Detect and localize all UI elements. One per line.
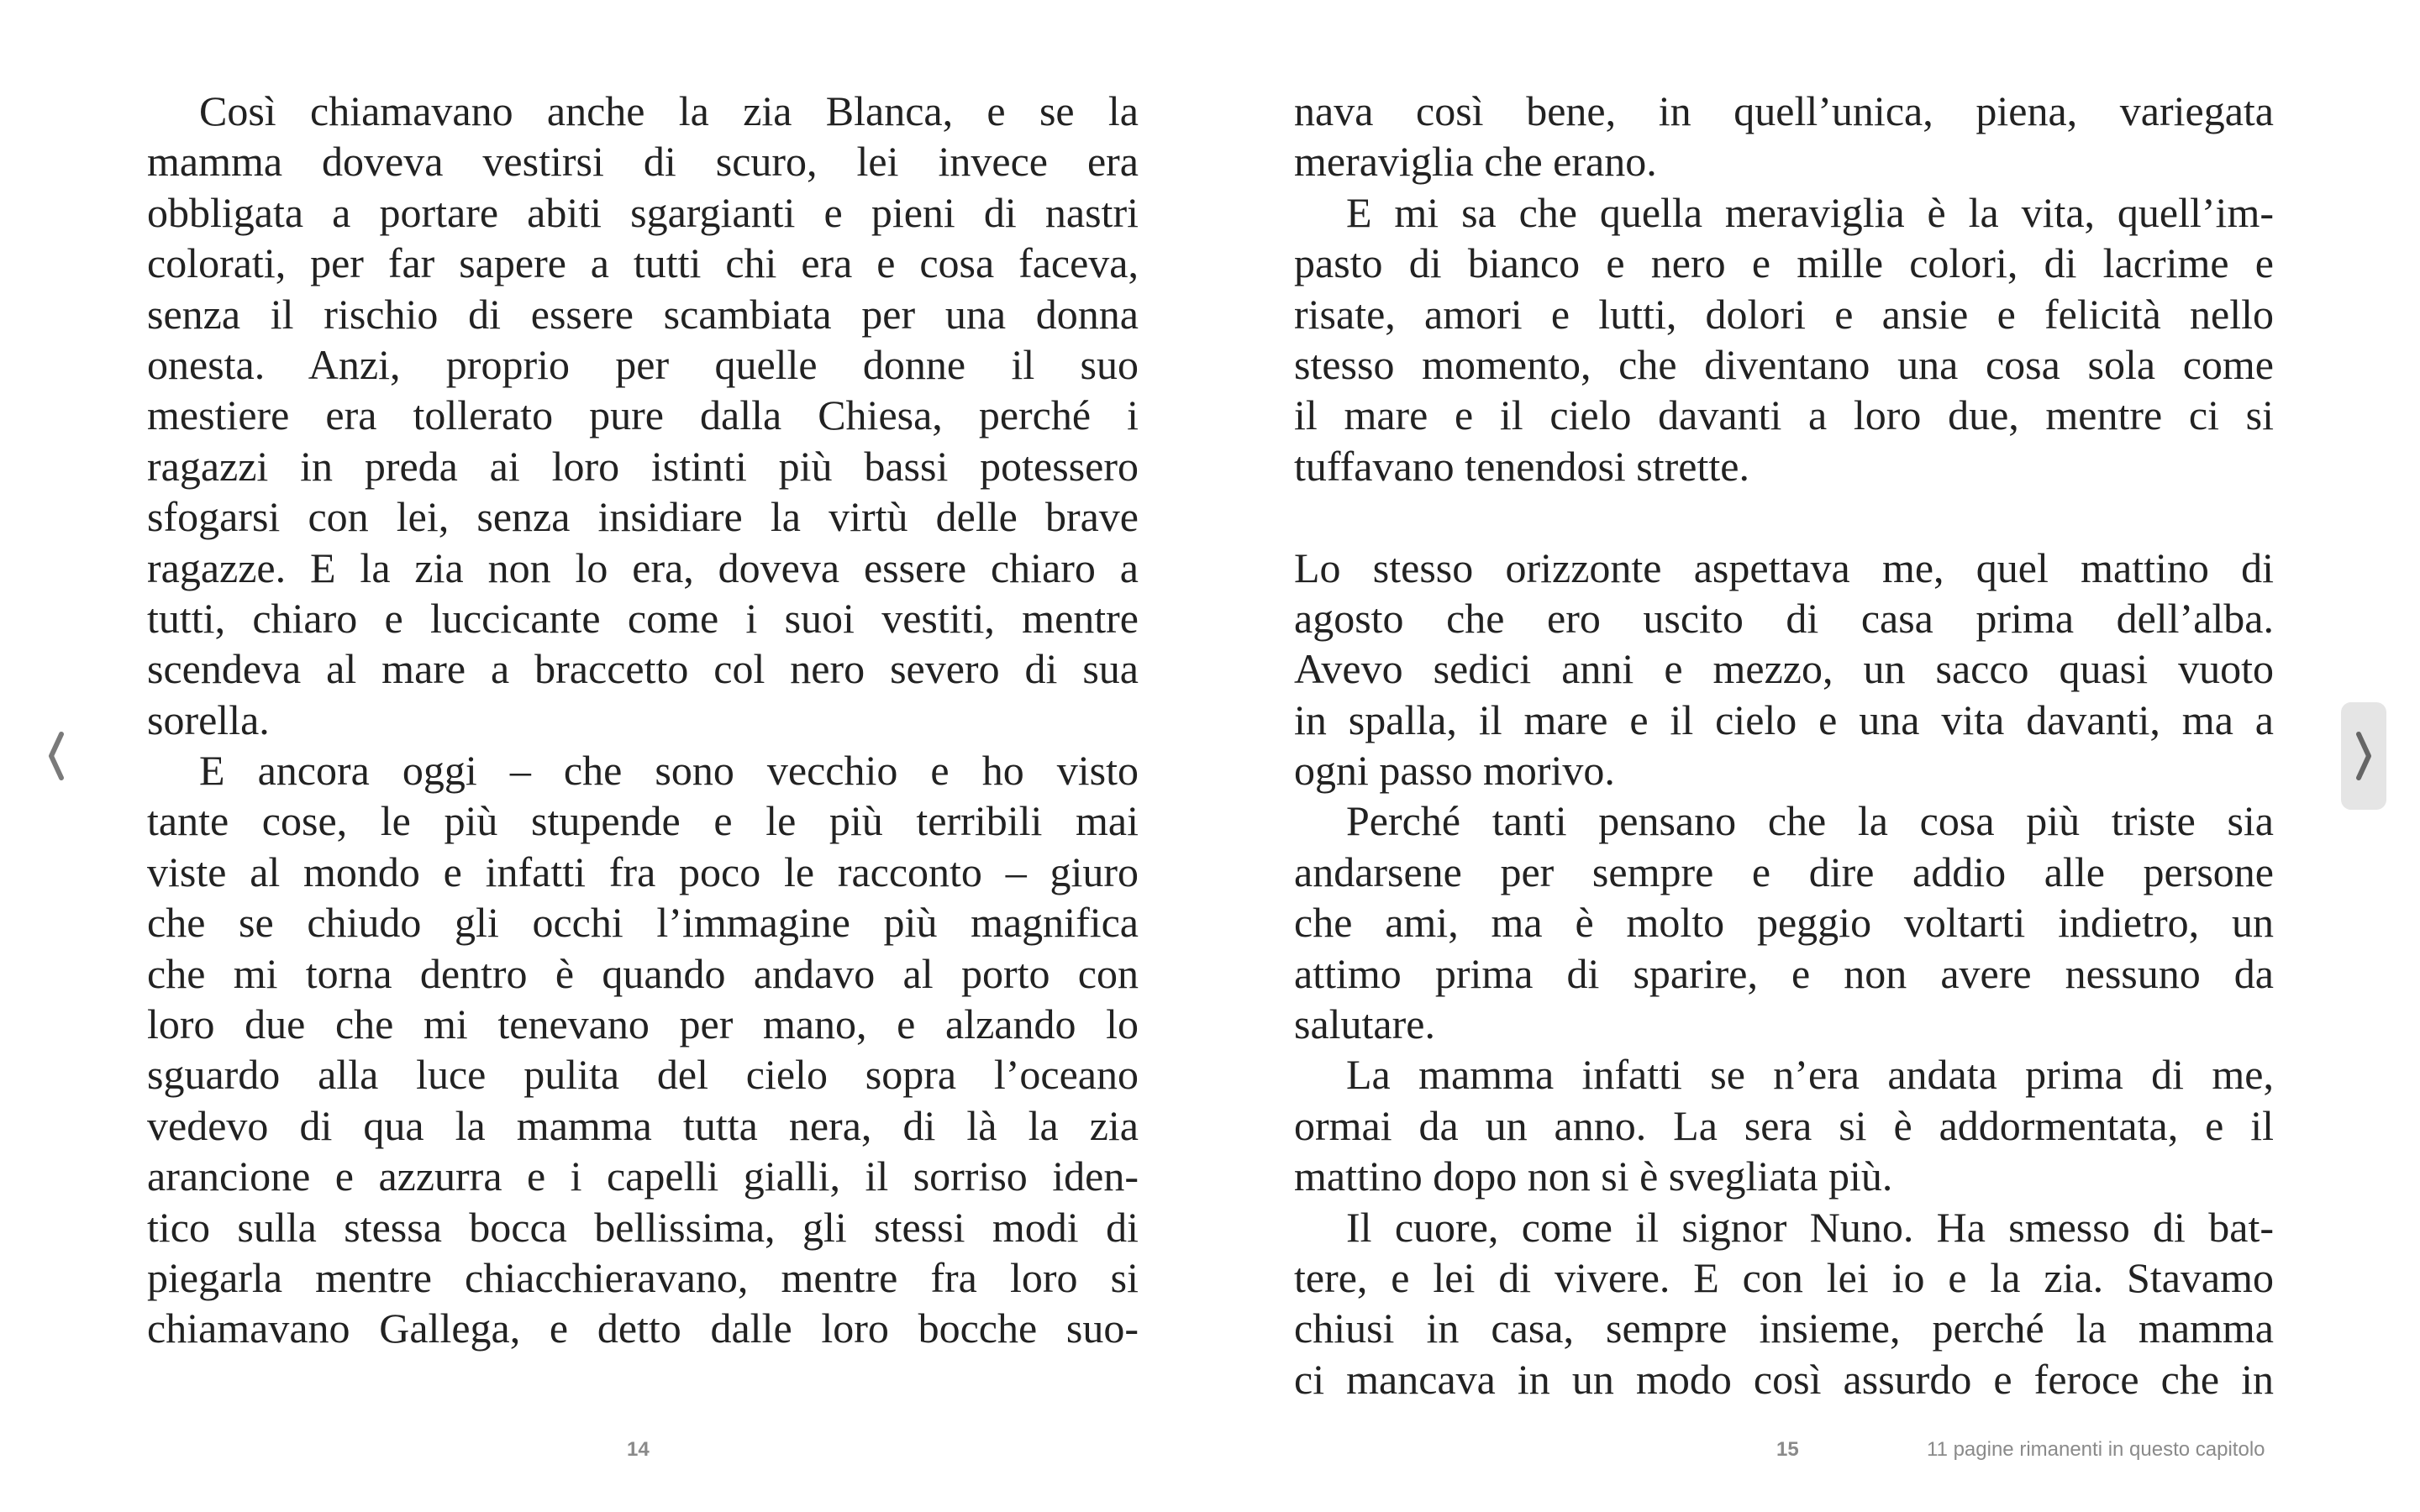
text-line: E mi sa che quella meraviglia è la vita, quell’im- (1346, 188, 2274, 236)
text-line: andarsene per sempre e dire addio alle persone (1294, 848, 2274, 895)
previous-page-button[interactable] (34, 702, 79, 810)
text-line: sfogarsi con lei, senza insidiare la virtù delle brave (147, 493, 1139, 541)
text-line: sorella. (147, 696, 270, 743)
text-line: piegarla mentre chiacchieravano, mentre fra loro si (147, 1253, 1139, 1301)
text-line: che se chiudo gli occhi l’immagine più magnifica (147, 899, 1139, 947)
text-line: il mare e il cielo davanti a loro due, mentre ci si (1294, 391, 2274, 439)
right-page-text (1294, 86, 2274, 1404)
text-line: ormai da un anno. La sera si è addormentata, e il (1294, 1101, 2274, 1149)
text-line: ragazze. E la zia non lo era, doveva essere chiaro a (147, 543, 1139, 591)
text-line: arancione e azzurra e i capelli gialli, il sorriso iden- (147, 1152, 1139, 1200)
text-line: stesso momento, che diventano una cosa sola come (1294, 340, 2274, 388)
page-number-left: 14 (627, 1438, 650, 1461)
next-page-button[interactable] (2341, 702, 2386, 810)
text-line: agosto che ero uscito di casa prima dell’alba. (1294, 594, 2274, 642)
text-line: Il cuore, come il signor Nuno. Ha smesso di bat- (1346, 1203, 2274, 1251)
text-line: viste al mondo e infatti fra poco le racconto – giuro (147, 848, 1139, 895)
text-line: ci mancava in un modo così assurdo e feroce che in (1294, 1355, 2274, 1403)
text-line: ogni passo morivo. (1294, 747, 1615, 795)
chevron-right-icon (2354, 729, 2374, 783)
text-line: risate, amori e lutti, dolori e ansie e felicità nello (1294, 290, 2274, 338)
text-line: chiamavano Gallega, e detto dalle loro bocche suo- (147, 1305, 1139, 1352)
text-line: loro due che mi tenevano per mano, e alzando lo (147, 1000, 1139, 1048)
text-line: obbligata a portare abiti sgargianti e pieni di nastri (147, 188, 1139, 236)
text-line: meraviglia che erano. (1294, 138, 1657, 186)
text-line: chiusi in casa, sempre insieme, perché la mamma (1294, 1305, 2274, 1352)
text-line: Lo stesso orizzonte aspettava me, quel mattino di (1294, 543, 2274, 591)
text-line: onesta. Anzi, proprio per quelle donne il suo (147, 340, 1139, 388)
chevron-left-icon (46, 729, 66, 783)
text-line: che mi torna dentro è quando andavo al porto con (147, 949, 1139, 997)
text-line: tante cose, le più stupende e le più terribili mai (147, 797, 1139, 845)
text-line: senza il rischio di essere scambiata per una donna (147, 290, 1139, 338)
text-line: pasto di bianco e nero e mille colori, di lacrime e (1294, 239, 2274, 287)
text-line: salutare. (1294, 1000, 1435, 1048)
text-line: mamma doveva vestirsi di scuro, lei invece era (147, 138, 1139, 186)
page-number-right: 15 (1776, 1438, 1799, 1461)
text-line: che ami, ma è molto peggio voltarti indietro, un (1294, 899, 2274, 947)
text-line: colorati, per far sapere a tutti chi era e cosa faceva, (147, 239, 1139, 287)
text-line: in spalla, il mare e il cielo e una vita davanti, ma a (1294, 696, 2274, 743)
text-line: nava così bene, in quell’unica, piena, variegata (1294, 87, 2274, 134)
text-line: ragazzi in preda ai loro istinti più bassi potessero (147, 442, 1139, 490)
text-line: tere, e lei di vivere. E con lei io e la zia. Stavamo (1294, 1253, 2274, 1301)
text-line: Perché tanti pensano che la cosa più triste sia (1346, 797, 2274, 845)
text-line: Avevo sedici anni e mezzo, un sacco quasi vuoto (1294, 645, 2274, 693)
text-line: sguardo alla luce pulita del cielo sopra l’oceano (147, 1051, 1139, 1099)
scene-break (1294, 491, 2274, 542)
text-line: La mamma infatti se n’era andata prima di me, (1346, 1051, 2274, 1099)
text-line: vedevo di qua la mamma tutta nera, di là la zia (147, 1101, 1139, 1149)
pages-remaining-in-chapter: 11 pagine rimanenti in questo capitolo (1927, 1438, 2265, 1461)
left-page-text (147, 86, 1139, 1354)
text-line: E ancora oggi – che sono vecchio e ho visto (199, 747, 1139, 795)
text-line: tutti, chiaro e luccicante come i suoi vestiti, mentre (147, 594, 1139, 642)
text-line: Così chiamavano anche la zia Blanca, e se la (199, 87, 1139, 134)
text-line: attimo prima di sparire, e non avere nessuno da (1294, 949, 2274, 997)
text-line: mattino dopo non si è svegliata più. (1294, 1152, 1893, 1200)
text-line: scendeva al mare a braccetto col nero severo di sua (147, 645, 1139, 693)
text-line: mestiere era tollerato pure dalla Chiesa, perché i (147, 391, 1139, 439)
text-line: tico sulla stessa bocca bellissima, gli stessi modi di (147, 1203, 1139, 1251)
text-line: tuffavano tenendosi strette. (1294, 442, 1749, 490)
